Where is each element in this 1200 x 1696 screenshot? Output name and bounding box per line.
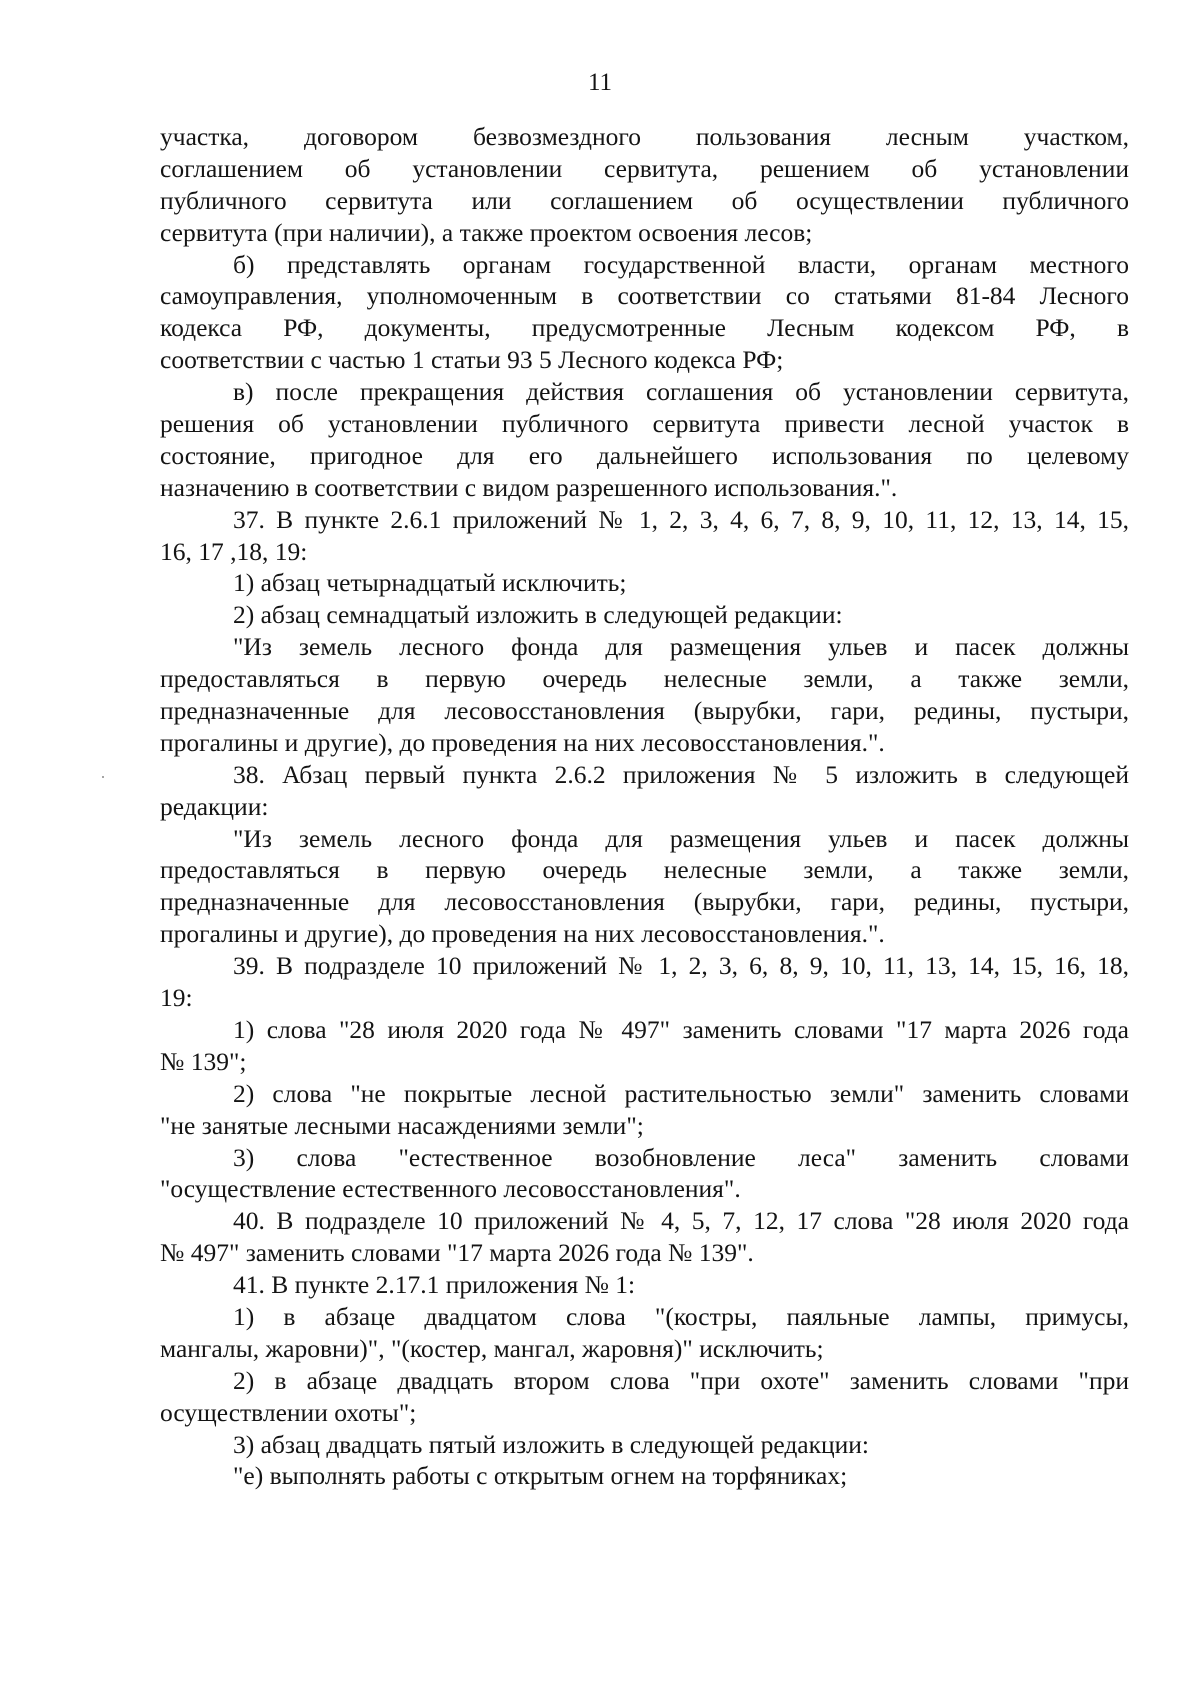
- text-line: 1) слова "28 июля 2020 года № 497" заменить словами "17 марта 2026 года: [233, 1014, 1129, 1044]
- text-line: редакции:: [160, 791, 269, 821]
- text-line: № 497" заменить словами "17 марта 2026 года № 139".: [160, 1238, 754, 1268]
- text-line: самоуправления, уполномоченным в соответствии со статьями 81-84 Лесного: [160, 281, 1129, 311]
- text-line: 1) абзац четырнадцатый исключить;: [233, 568, 627, 598]
- text-line: прогалины и другие), до проведения на них лесовосстановления.".: [160, 919, 885, 949]
- text-line: 37. В пункте 2.6.1 приложений № 1, 2, 3, 4, 6, 7, 8, 9, 10, 11, 12, 13, 14, 15,: [233, 504, 1129, 534]
- text-line: 2) слова "не покрытые лесной растительностью земли" заменить словами: [233, 1078, 1129, 1108]
- text-line: "не занятые лесными насаждениями земли";: [160, 1110, 644, 1140]
- text-line: предназначенные для лесовосстановления (вырубки, гари, редины, пустыри,: [160, 696, 1129, 726]
- text-line: в) после прекращения действия соглашения об установлении сервитута,: [233, 377, 1129, 407]
- text-line: предоставляться в первую очередь нелесные земли, а также земли,: [160, 664, 1129, 694]
- text-line: участка, договором безвозмездного пользования лесным участком,: [160, 122, 1129, 151]
- text-line: осуществлении охоты";: [160, 1397, 417, 1427]
- text-line: 1) в абзаце двадцатом слова "(костры, паяльные лампы, примусы,: [233, 1301, 1129, 1331]
- text-line: состояние, пригодное для его дальнейшего использования по целевому: [160, 440, 1129, 470]
- text-line: публичного сервитута или соглашением об осуществлении публичного: [160, 185, 1129, 215]
- text-line: 40. В подразделе 10 приложений № 4, 5, 7, 12, 17 слова "28 июля 2020 года: [233, 1206, 1129, 1236]
- scan-artifact: [102, 776, 104, 778]
- page-number: 11: [587, 69, 613, 96]
- text-line: 39. В подразделе 10 приложений № 1, 2, 3, 6, 8, 9, 10, 11, 13, 14, 15, 16, 18,: [233, 951, 1129, 981]
- text-line: № 139";: [160, 1046, 247, 1076]
- text-line: 2) абзац семнадцатый изложить в следующей редакции:: [233, 600, 843, 630]
- text-line: 41. В пункте 2.17.1 приложения № 1:: [233, 1270, 636, 1300]
- text-line: "осуществление естественного лесовосстановления".: [160, 1174, 741, 1204]
- text-line: предназначенные для лесовосстановления (вырубки, гари, редины, пустыри,: [160, 887, 1129, 917]
- text-line: 38. Абзац первый пункта 2.6.2 приложения № 5 изложить в следующей: [233, 759, 1129, 789]
- document-body: [160, 121, 1129, 1492]
- text-line: назначению в соответствии с видом разрешенного использования.".: [160, 472, 898, 502]
- text-line: б) представлять органам государственной власти, органам местного: [233, 249, 1129, 279]
- text-line: 19:: [160, 983, 193, 1013]
- text-line: 3) абзац двадцать пятый изложить в следующей редакции:: [233, 1429, 870, 1459]
- text-line: мангалы, жаровни)", "(костер, мангал, жаровня)" исключить;: [160, 1333, 824, 1363]
- text-line: "е) выполнять работы с открытым огнем на торфяниках;: [233, 1461, 848, 1491]
- text-line: кодекса РФ, документы, предусмотренные Лесным кодексом РФ, в: [160, 313, 1129, 343]
- text-line: "Из земель лесного фонда для размещения ульев и пасек должны: [233, 823, 1129, 853]
- text-line: соглашением об установлении сервитута, решением об установлении: [160, 153, 1129, 183]
- text-line: соответствии с частью 1 статьи 93 5 Лесного кодекса РФ;: [160, 345, 784, 375]
- text-line: прогалины и другие), до проведения на них лесовосстановления.".: [160, 727, 885, 757]
- text-line: 3) слова "естественное возобновление леса" заменить словами: [233, 1142, 1129, 1172]
- text-line: решения об установлении публичного сервитута привести лесной участок в: [160, 409, 1129, 439]
- text-line: 16, 17 ,18, 19:: [160, 536, 308, 566]
- text-line: 2) в абзаце двадцать втором слова "при охоте" заменить словами "при: [233, 1365, 1129, 1395]
- text-line: сервитута (при наличии), а также проектом освоения лесов;: [160, 217, 813, 247]
- text-line: предоставляться в первую очередь нелесные земли, а также земли,: [160, 855, 1129, 885]
- text-line: "Из земель лесного фонда для размещения ульев и пасек должны: [233, 632, 1129, 662]
